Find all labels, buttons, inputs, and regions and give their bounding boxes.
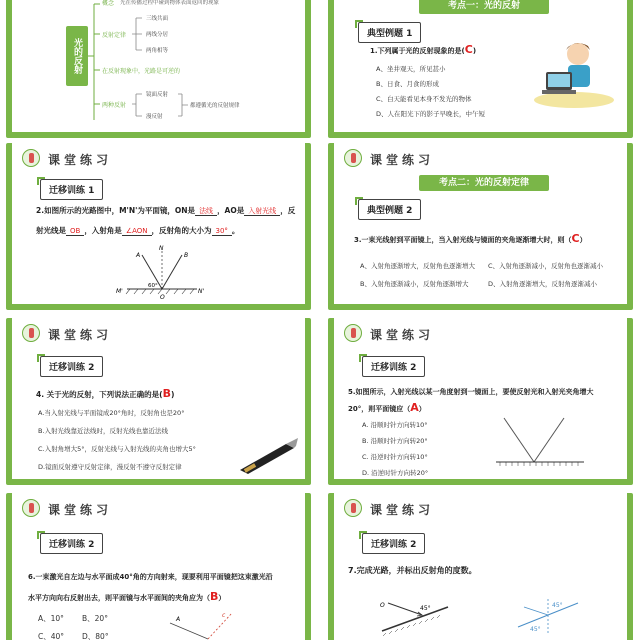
flask-logo-icon xyxy=(344,324,362,342)
label-angle-1: 45° xyxy=(420,605,431,612)
header-title: 课堂练习 xyxy=(370,153,435,167)
label-n: N xyxy=(159,245,164,252)
slide-8[interactable] xyxy=(328,493,633,640)
option: C.入射角增大5°，反射光线与入射光线的夹角也增大5° xyxy=(38,445,196,453)
slide-2[interactable] xyxy=(328,0,633,138)
slide-header xyxy=(334,143,627,173)
blank-incident: 入射光线 xyxy=(244,207,280,216)
option: C、入射角逐渐减小，反射角也逐渐减小 xyxy=(488,262,604,270)
header-title: 课堂练习 xyxy=(48,503,113,517)
slide-6[interactable] xyxy=(328,318,633,485)
practice-tag: 迁移训练 2 xyxy=(362,533,425,554)
option: B、入射角逐渐减小，反射角逐渐增大 xyxy=(360,280,469,288)
law-item: 三线共面 xyxy=(146,16,169,22)
practice-tag: 迁移训练 2 xyxy=(40,356,103,377)
question-text: 3.一束光线射到平面镜上，当入射光线与镜面的夹角逐渐增大时，则（C） xyxy=(354,232,587,245)
practice-tag: 迁移训练 2 xyxy=(362,356,425,377)
option: D.镜面反射遵守反射定律，漫反射不遵守反射定律 xyxy=(38,463,182,471)
slide-header xyxy=(334,493,627,523)
topic-banner: 考点一：光的反射 xyxy=(419,0,549,14)
option: A、入射角逐渐增大，反射角也逐渐增大 xyxy=(360,262,475,270)
question-text: 1.下列属于光的反射现象的是(C) xyxy=(370,43,477,56)
answer-mark: B xyxy=(210,590,219,603)
label-a: A xyxy=(136,252,141,259)
concept-text: 光在传播过程中碰到物体表面返回的现象 xyxy=(120,0,220,6)
flask-logo-icon xyxy=(22,499,40,517)
option: B、日食、月食的形成 xyxy=(376,80,439,88)
label-angle: 60° xyxy=(148,283,158,289)
slide-4[interactable] xyxy=(328,143,633,310)
label-angle-2: 45° xyxy=(552,602,563,609)
option: A.当入射光线与平面镜成20°角时，反射角也是20° xyxy=(38,409,185,417)
blank-degree: 30° xyxy=(212,227,232,236)
pen-illustration xyxy=(234,436,304,476)
question-text: 7.完成光路，并标出反射角的度数。 xyxy=(348,566,477,575)
option: A. 沿顺时针方向转10° xyxy=(362,421,428,429)
answer-mark: C xyxy=(464,43,473,56)
blank-angle: ∠AON xyxy=(122,227,152,236)
label-b: B xyxy=(184,252,189,259)
laser-diagram xyxy=(162,609,242,640)
header-title: 课堂练习 xyxy=(370,328,435,342)
header-title: 课堂练习 xyxy=(370,503,435,517)
option: D. 沿逆时针方向转20° xyxy=(362,469,429,477)
types-label: 两种反射 xyxy=(102,102,127,109)
law-item: 两角相等 xyxy=(146,48,169,54)
question-text: 5.如图所示，入射光线以某一角度射到一镜面上，要使反射光和入射光夹角增大 20°，则平面镜应（A） xyxy=(348,388,594,414)
slide-3[interactable] xyxy=(6,143,311,310)
option: B、20° xyxy=(82,614,108,623)
slide-7[interactable] xyxy=(6,493,311,640)
option: C、40° xyxy=(38,632,65,640)
slide-header xyxy=(12,318,305,348)
example-tag: 典型例题 2 xyxy=(358,199,421,220)
slide-1[interactable] xyxy=(6,0,311,138)
label-c: c xyxy=(222,612,226,619)
slide-header xyxy=(334,318,627,348)
option: C、白天能看见本身不发光的物体 xyxy=(376,95,472,103)
flask-logo-icon xyxy=(344,499,362,517)
reversible-text: 在反射现象中，光路是可逆的 xyxy=(102,68,181,75)
option: B. 沿顺时针方向转20° xyxy=(362,437,428,445)
option: A、10° xyxy=(38,614,64,623)
question-text: 4. 关于光的反射，下列说法正确的是(B) xyxy=(36,387,175,400)
option: A、坐井观天，所见甚小 xyxy=(376,65,446,73)
label-o: O xyxy=(160,294,165,301)
flask-logo-icon xyxy=(22,324,40,342)
light-path-diagram-2 xyxy=(508,597,588,637)
question-text: 6.一束激光自左边与水平面成40°角的方向射来，现要利用平面镜把这束激光沿 水平方向向右反射出去，则平面镜与水平面间的夹角应为（B） xyxy=(28,573,273,603)
question-text: 2.如图所示的光路图中，M'N'为平面镜，ON是 法线 ，AO是 入射光线 ，反 射光线是 OB ，入射角是 ∠AON ，反射角的大小为 30° 。 xyxy=(36,206,296,235)
label-n2: N' xyxy=(198,288,205,295)
type-item: 漫反射 xyxy=(146,114,163,120)
law-label: 反射定律 xyxy=(102,32,127,39)
label-m: M' xyxy=(116,288,123,295)
label-angle-3: 45° xyxy=(530,626,541,633)
mirror-diagram xyxy=(484,410,594,480)
slide-5[interactable] xyxy=(6,318,311,485)
type-item: 镜面反射 xyxy=(146,92,169,98)
type-note: 都遵循光的反射规律 xyxy=(190,103,240,109)
option: B.入射光线靠近法线时，反射光线也靠近法线 xyxy=(38,427,169,435)
option: D、人在阳光下的影子早晚长，中午短 xyxy=(376,110,486,118)
practice-tag: 迁移训练 2 xyxy=(40,533,103,554)
slide-header xyxy=(12,143,305,173)
flask-logo-icon xyxy=(344,149,362,167)
label-o: O xyxy=(380,602,385,609)
option: D、80° xyxy=(82,632,109,640)
topic-banner: 考点二：光的反射定律 xyxy=(419,175,549,191)
header-title: 课堂练习 xyxy=(48,328,113,342)
concept-label: 概念 xyxy=(102,0,115,7)
answer-mark: C xyxy=(571,232,580,245)
mind-map-title: 光的反射 xyxy=(66,26,88,86)
answer-mark: B xyxy=(162,387,171,400)
option: D、入射角逐渐增大，反射角逐渐减小 xyxy=(488,280,598,288)
practice-tag: 迁移训练 1 xyxy=(40,179,103,200)
light-path-diagram-1 xyxy=(378,597,458,637)
answer-mark: A xyxy=(410,401,419,414)
header-title: 课堂练习 xyxy=(48,153,113,167)
student-illustration xyxy=(526,38,616,110)
flask-logo-icon xyxy=(22,149,40,167)
label-a: A xyxy=(176,616,181,623)
law-item: 两线分居 xyxy=(146,32,169,38)
blank-normal: 法线 xyxy=(195,207,217,216)
option: C. 沿逆时针方向转10° xyxy=(362,453,428,461)
example-tag: 典型例题 1 xyxy=(358,22,421,43)
reflection-diagram xyxy=(112,243,212,303)
slide-header xyxy=(12,493,305,523)
blank-reflected: OB xyxy=(66,227,84,236)
